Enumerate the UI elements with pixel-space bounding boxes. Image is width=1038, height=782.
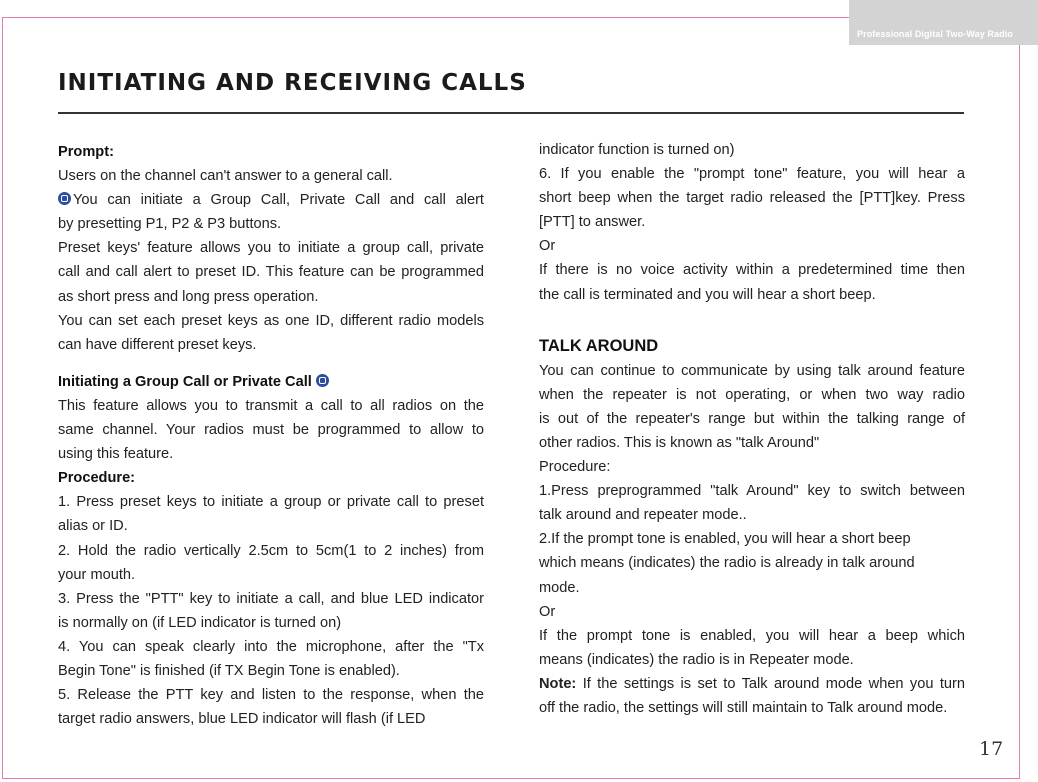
header-tab: Professional Digital Two-Way Radio xyxy=(849,0,1038,45)
text-line: is normally on (if LED indicator is turned on) xyxy=(58,614,342,631)
right-column xyxy=(539,138,965,720)
note-label: Note: xyxy=(539,675,577,692)
text-line: off the radio, the settings will still maintain to Talk around mode. xyxy=(539,699,948,716)
text-line: when the repeater is not operating, or when two way radio xyxy=(539,386,965,403)
text-line: 5. Release the PTT key and listen to the response, when the xyxy=(58,687,484,704)
text-line: 3. Press the "PTT" key to initiate a call, and blue LED indicator xyxy=(58,590,484,607)
text-line: Or xyxy=(539,238,556,255)
procedure-heading: Procedure: xyxy=(58,470,136,487)
title-divider xyxy=(58,112,964,114)
text-line: 1. Press preset keys to initiate a group or private call to preset xyxy=(58,494,484,511)
text-line: Begin Tone" is finished (if TX Begin Tone is enabled). xyxy=(58,662,400,679)
text-line: target radio answers, blue LED indicator will flash (if LED xyxy=(58,711,426,728)
text-line: 6. If you enable the "prompt tone" feature, you will hear a xyxy=(539,166,965,183)
spacer xyxy=(539,307,965,331)
text-line: the call is terminated and you will hear a short beep. xyxy=(539,286,876,303)
text-line: indicator function is turned on) xyxy=(539,142,735,158)
text-line: 2. Hold the radio vertically 2.5cm to 5cm(1 to 2 inches) from xyxy=(58,542,484,559)
spacer xyxy=(58,357,484,370)
text-line: 1.Press preprogrammed "talk Around" key to switch between xyxy=(539,483,965,500)
note-line: Note: If the settings is set to Talk around mode when you turn xyxy=(539,675,965,692)
text-line: is out of the repeater's range but within the talking range of xyxy=(539,410,965,427)
text-line: You can initiate a Group Call, Private Call and call alert xyxy=(58,188,484,212)
text-line: short beep when the target radio released the [PTT]key. Press xyxy=(539,190,965,207)
text-line: which means (indicates) the radio is already in talk around xyxy=(539,555,915,572)
text-line: talk around and repeater mode.. xyxy=(539,507,747,524)
text-line: You can set each preset keys as one ID, different radio models xyxy=(58,312,484,329)
left-column xyxy=(58,140,484,731)
text-line: 2.If the prompt tone is enabled, you will hear a short beep xyxy=(539,531,911,548)
prompt-heading: Prompt: xyxy=(58,144,114,160)
text-line: This feature allows you to transmit a call to all radios on the xyxy=(58,397,484,414)
text-line: 4. You can speak clearly into the microphone, after the "Tx xyxy=(58,638,484,655)
text-line: alias or ID. xyxy=(58,518,128,535)
text-line: as short press and long press operation. xyxy=(58,288,319,305)
text-line: Preset keys' feature allows you to initiate a group call, private xyxy=(58,240,484,257)
text-line: same channel. Your radios must be programmed to allow to xyxy=(58,422,484,439)
text-line: [PTT] to answer. xyxy=(539,214,646,231)
text-line: You can continue to communicate by using talk around feature xyxy=(539,362,965,379)
text-line: If there is no voice activity within a predetermined time then xyxy=(539,262,965,279)
text-line: Or xyxy=(539,603,556,620)
text-line: other radios. This is known as "talk Around" xyxy=(539,434,820,451)
text-line: If the prompt tone is enabled, you will hear a beep which xyxy=(539,627,965,644)
text-line: by presetting P1, P2 & P3 buttons. xyxy=(58,216,282,233)
text-line: Users on the channel can't answer to a general call. xyxy=(58,168,393,185)
section-heading: Initiating a Group Call or Private Call xyxy=(58,370,484,394)
page-title: INITIATING AND RECEIVING CALLS xyxy=(58,70,527,96)
page-number: 17 xyxy=(979,738,1004,760)
text-line: Procedure: xyxy=(539,459,611,476)
text-line: can have different preset keys. xyxy=(58,336,257,353)
talk-around-heading: TALK AROUND xyxy=(539,336,659,355)
digital-mode-icon xyxy=(316,374,329,387)
text-line: using this feature. xyxy=(58,446,174,463)
text-line: your mouth. xyxy=(58,566,136,583)
text-line: mode. xyxy=(539,579,580,596)
text-line: call and call alert to preset ID. This feature can be programmed xyxy=(58,264,484,281)
text-line: means (indicates) the radio is in Repeater mode. xyxy=(539,651,854,668)
digital-mode-icon xyxy=(58,192,71,205)
